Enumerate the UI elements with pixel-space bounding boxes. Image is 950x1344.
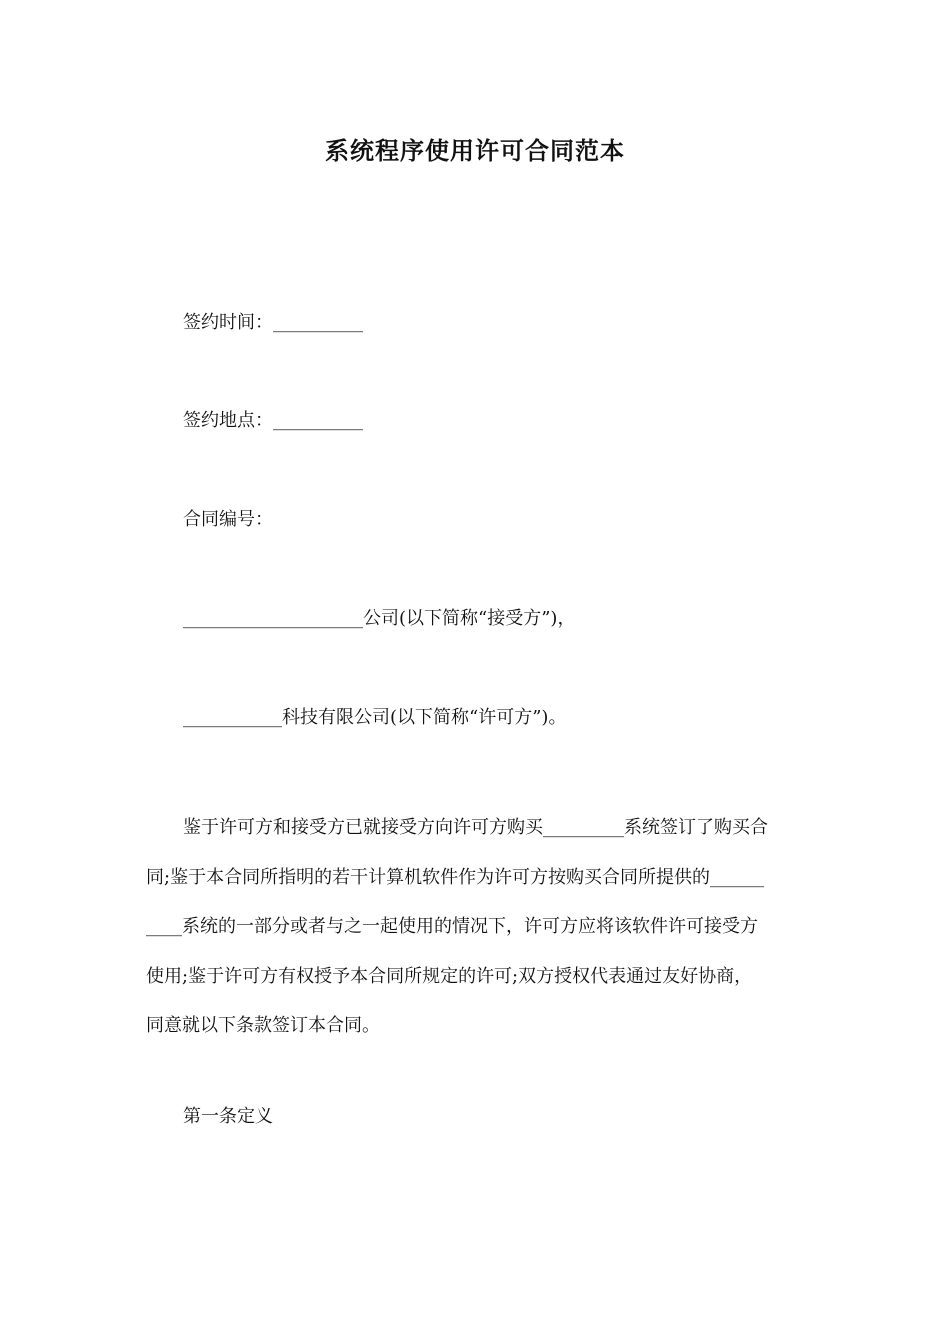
- preamble-line: 同;鉴于本合同所指明的若干计算机软件作为许可方按购买合同所提供的______: [146, 866, 765, 888]
- sign-time-line: 签约时间：__________: [183, 312, 363, 333]
- preamble-line: 鉴于许可方和接受方已就接受方向许可方购买_________系统签订了购买合: [183, 817, 768, 838]
- document-title: 系统程序使用许可合同范本: [325, 137, 625, 165]
- party-receiver-line: ____________________公司(以下简称“接受方”)，: [183, 608, 576, 629]
- party-licensor-line: ___________科技有限公司(以下简称“许可方”)。: [183, 707, 567, 728]
- contract-number-line: 合同编号：: [183, 509, 273, 530]
- preamble-line: 同意就以下条款签订本合同。: [146, 1015, 380, 1036]
- sign-place-line: 签约地点：__________: [183, 410, 363, 431]
- article-1-heading: 第一条定义: [183, 1106, 273, 1127]
- preamble-line: ____系统的一部分或者与之一起使用的情况下，许可方应将该软件许可接受方: [146, 916, 758, 937]
- preamble-line: 使用;鉴于许可方有权授予本合同所规定的许可;双方授权代表通过友好协商，: [146, 965, 753, 987]
- preamble-paragraph: [146, 803, 808, 1051]
